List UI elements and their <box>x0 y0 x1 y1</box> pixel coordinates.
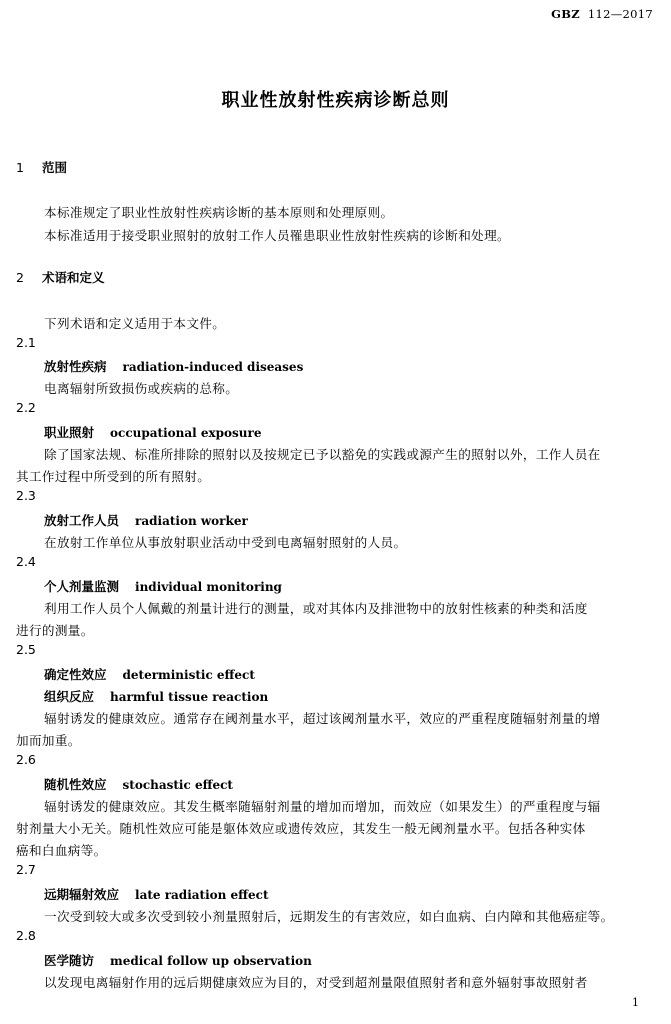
term-definition: 电离辐射所致损伤或疾病的总称。 <box>44 381 239 396</box>
term-en: individual monitoring <box>135 580 282 594</box>
term-zh: 职业照射 <box>44 425 95 440</box>
term-number: 2.7 <box>16 862 36 877</box>
term-definition: 一次受到较大或多次受到较小剂量照射后，远期发生的有害效应，如白血病、白内障和其他癌症等。 <box>44 909 614 924</box>
term-number: 2.1 <box>16 335 36 350</box>
term-en: radiation worker <box>135 514 248 528</box>
term-en: harmful tissue reaction <box>110 690 269 704</box>
term-heading <box>44 885 269 903</box>
term-zh: 确定性效应 <box>44 667 107 682</box>
term-zh: 放射工作人员 <box>44 513 120 528</box>
section-number: 1 <box>16 160 24 175</box>
term-definition: 进行的测量。 <box>16 623 94 638</box>
scope-paragraph-1: 本标准规定了职业性放射性疾病诊断的基本原则和处理原则。 <box>44 205 394 220</box>
term-definition: 射剂量大小无关。随机性效应可能是躯体效应或遗传效应，其发生一般无阈剂量水平。包括各种实体 <box>16 821 586 836</box>
term-number: 2.3 <box>16 488 36 503</box>
term-heading <box>44 511 248 529</box>
scope-paragraph-2: 本标准适用于接受职业照射的放射工作人员罹患职业性放射性疾病的诊断和处理。 <box>44 228 510 243</box>
term-number: 2.8 <box>16 928 36 943</box>
term-definition: 以发现电离辐射作用的远后期健康效应为目的，对受到超剂量限值照射者和意外辐射事故照射者 <box>44 975 588 990</box>
term-en: occupational exposure <box>110 426 262 440</box>
term-number: 2.4 <box>16 554 36 569</box>
section-heading-terms <box>16 268 104 286</box>
term-number: 2.5 <box>16 642 36 657</box>
term-heading <box>44 951 312 969</box>
term-heading <box>44 577 282 595</box>
term-en: deterministic effect <box>122 668 255 682</box>
term-zh: 随机性效应 <box>44 777 107 792</box>
term-zh: 医学随访 <box>44 953 95 968</box>
term-heading <box>44 357 303 375</box>
term-zh: 远期辐射效应 <box>44 887 120 902</box>
term-definition: 其工作过程中所受到的所有照射。 <box>16 469 211 484</box>
section-title: 范围 <box>41 160 67 175</box>
term-en: radiation-induced diseases <box>122 360 304 374</box>
term-definition: 加而加重。 <box>16 733 81 748</box>
section-heading-scope <box>16 158 67 176</box>
term-en: medical follow up observation <box>110 954 312 968</box>
term-definition: 辐射诱发的健康效应。其发生概率随辐射剂量的增加而增加，而效应（如果发生）的严重程度与辐 <box>44 799 601 814</box>
standard-code: GBZ <box>551 7 580 21</box>
term-zh: 组织反应 <box>44 689 95 704</box>
term-en: late radiation effect <box>135 888 269 902</box>
standard-number: 112—2017 <box>587 7 653 21</box>
term-definition: 在放射工作单位从事放射职业活动中受到电离辐射照射的人员。 <box>44 535 407 550</box>
term-heading-alt <box>44 687 268 705</box>
terms-intro: 下列术语和定义适用于本文件。 <box>44 316 226 331</box>
page-title: 职业性放射性疾病诊断总则 <box>221 90 450 111</box>
term-definition: 辐射诱发的健康效应。通常存在阈剂量水平，超过该阈剂量水平，效应的严重程度随辐射剂量的增 <box>44 711 601 726</box>
page-number: 1 <box>632 996 639 1009</box>
term-heading <box>44 423 262 441</box>
term-number: 2.6 <box>16 752 36 767</box>
running-header <box>551 7 653 21</box>
term-definition: 癌和白血病等。 <box>16 843 107 858</box>
term-heading <box>44 775 233 793</box>
term-definition: 利用工作人员个人佩戴的剂量计进行的测量，或对其体内及排泄物中的放射性核素的种类和活度 <box>44 601 588 616</box>
term-heading <box>44 665 255 683</box>
term-zh: 个人剂量监测 <box>44 579 120 594</box>
term-zh: 放射性疾病 <box>44 359 107 374</box>
section-number: 2 <box>16 270 24 285</box>
term-en: stochastic effect <box>122 778 233 792</box>
term-definition: 除了国家法规、标准所排除的照射以及按规定已予以豁免的实践或源产生的照射以外，工作人员在 <box>44 447 601 462</box>
section-title: 术语和定义 <box>41 270 105 285</box>
term-number: 2.2 <box>16 400 36 415</box>
